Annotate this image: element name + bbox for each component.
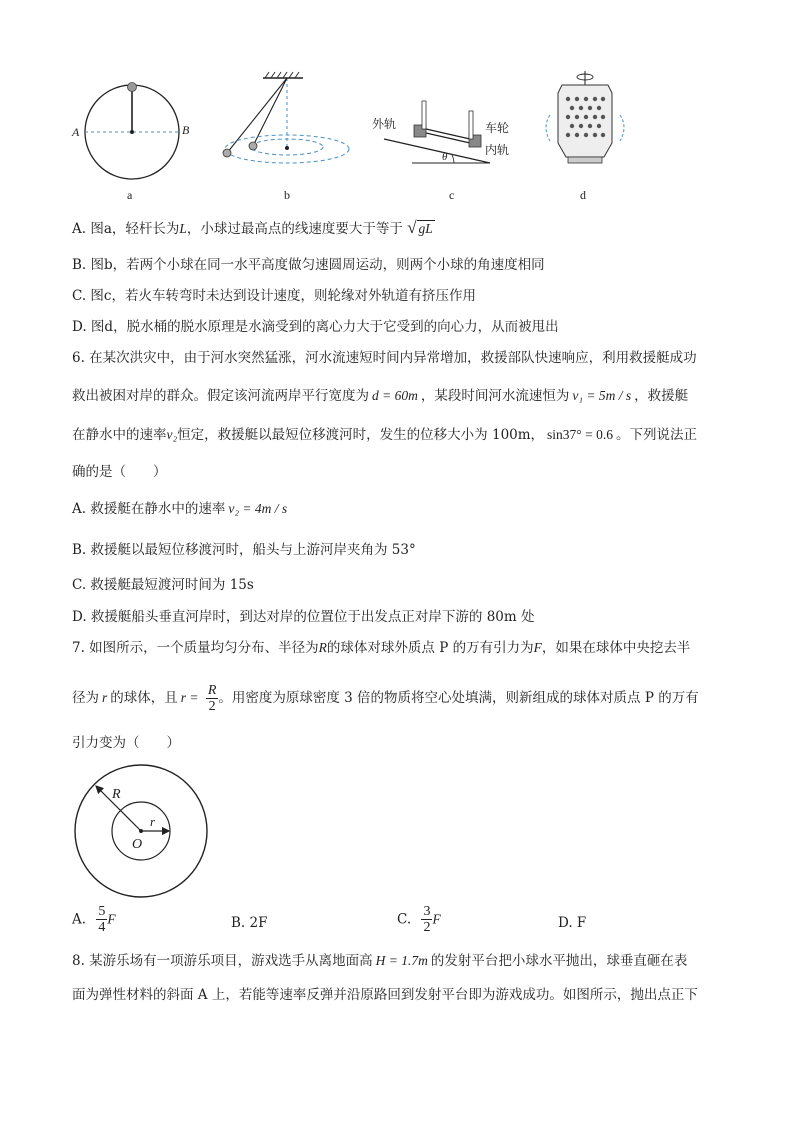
q7-option-d: D. F bbox=[558, 915, 587, 931]
figure-a bbox=[70, 80, 210, 190]
q6-option-b: B. 救援艇以最短位移渡河时，船头与上游河岸夹角为 53° bbox=[72, 542, 416, 558]
fraction-r-over-2: $\frac{R}{2}$ bbox=[207, 683, 217, 714]
q7-stem-line2: 径为 r 的球体，且 r = $\frac{R}{2}$ 。用密度为原球密度 3 倍的物质将空心处填满，则新组成的球体对质点 P 的万有 bbox=[72, 683, 699, 714]
figure-d bbox=[540, 65, 635, 175]
fig-a-label-left: A bbox=[72, 125, 80, 139]
q7-stem-line1: 7. 如图所示，一个质量均匀分布、半径为R的球体对球外质点 P 的万有引力为F，如果在球体中央挖去半 bbox=[72, 640, 691, 656]
q7-option-a: A. $\frac{5}{4}$ F bbox=[72, 904, 116, 935]
q7-fig-label-O: O bbox=[132, 837, 143, 852]
figure-q7-sphere bbox=[70, 760, 215, 900]
fig-c-label-inner: 内轨 bbox=[485, 143, 510, 157]
q8-stem-line2: 面为弹性材料的斜面 A 上，若能等速率反弹并沿原路回到发射平台即为游戏成功。如图所示，抛出点正下 bbox=[72, 987, 698, 1003]
q5-option-a: A. 图a，轻杆长为L，小球过最高点的线速度要大于等于 √ gL bbox=[72, 218, 433, 237]
q6-stem-line4: 确的是（ ） bbox=[72, 464, 167, 480]
figure-c bbox=[372, 95, 522, 175]
fig-a-label-right: B bbox=[182, 123, 190, 137]
fig-c-label-angle: θ bbox=[442, 151, 448, 163]
q5-option-c: C. 图c，若火车转弯时未达到设计速度，则轮缘对外轨道有挤压作用 bbox=[72, 288, 476, 304]
caption-a: a bbox=[127, 188, 133, 202]
q6-option-c: C. 救援艇最短渡河时间为 15s bbox=[72, 577, 254, 593]
q7-fig-label-r: r bbox=[150, 814, 156, 829]
caption-d: d bbox=[580, 188, 586, 202]
q5-option-b: B. 图b，若两个小球在同一水平高度做匀速圆周运动，则两个小球的角速度相同 bbox=[72, 257, 545, 273]
caption-c: c bbox=[449, 188, 455, 202]
q7-stem-line3: 引力变为（ ） bbox=[72, 735, 180, 751]
fig-c-label-wheel: 车轮 bbox=[485, 121, 510, 135]
q6-option-a: A. 救援艇在静水中的速率 v₂ = 4m / s bbox=[72, 501, 288, 517]
fig-c-label-outer: 外轨 bbox=[372, 117, 397, 131]
q6-option-d: D. 救援艇船头垂直河岸时，到达对岸的位置位于出发点正对岸下游的 80m 处 bbox=[72, 609, 535, 625]
q5-option-d: D. 图d，脱水桶的脱水原理是水滴受到的离心力大于它受到的向心力，从而被甩出 bbox=[72, 319, 559, 335]
q6-stem-line3: 在静水中的速率v₂恒定，救援艇以最短位移渡河时，发生的位移大小为 100m， sin37° = 0.6 。下列说法正 bbox=[72, 427, 697, 443]
q7-option-c: C. $\frac{3}{2}$ F bbox=[397, 904, 441, 935]
q6-stem-line1: 6. 在某次洪灾中，由于河水突然猛涨，河水流速短时间内异常增加，救援部队快速响应，利用救援艇成功 bbox=[72, 350, 697, 366]
caption-b: b bbox=[284, 188, 290, 202]
q7-option-b: B. 2F bbox=[231, 915, 268, 931]
figure-b bbox=[215, 70, 355, 180]
q6-stem-line2: 救出被困对岸的群众。假定该河流两岸平行宽度为 d = 60m ，某段时间河水流速恒为 v₁ = 5m / s ，救援艇 bbox=[72, 388, 689, 404]
q7-fig-label-R: R bbox=[112, 787, 121, 802]
q8-stem-line1: 8. 某游乐场有一项游乐项目，游戏选手从离地面高 H = 1.7m 的发射平台把小球水平抛出，球垂直砸在表 bbox=[72, 953, 688, 969]
sqrt-symbol: √ bbox=[407, 218, 417, 237]
